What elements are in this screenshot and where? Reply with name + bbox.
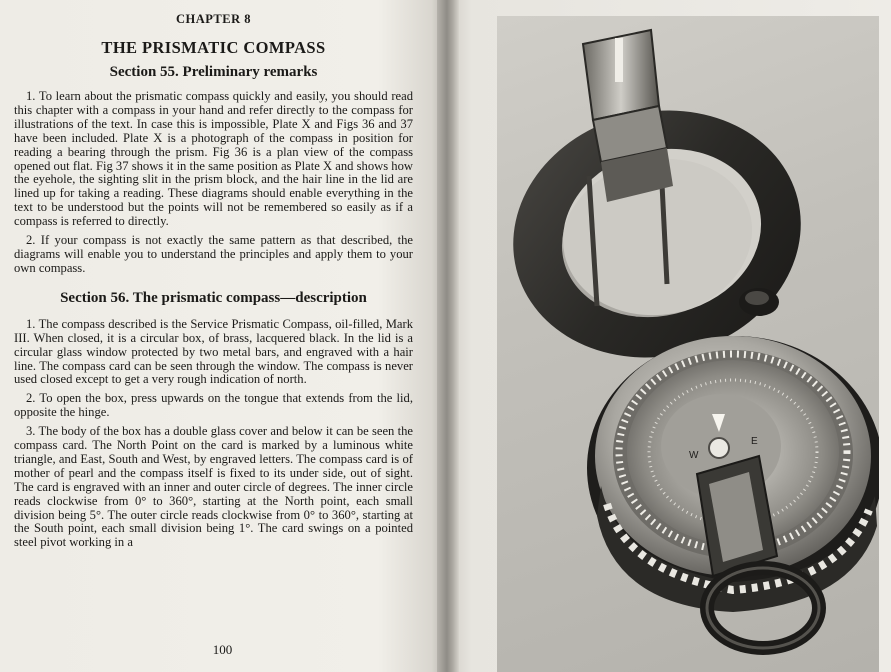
- card-letter-e: E: [751, 436, 758, 447]
- left-page: [0, 0, 445, 672]
- section-55-paragraph-2: 2. If your compass is not exactly the same pattern as that described, the diagrams will enable you to understand the principles and apply them to your own compass.: [14, 233, 413, 275]
- compass-stud: [739, 288, 779, 316]
- right-page: [445, 0, 891, 672]
- section-56-heading: Section 56. The prismatic compass—description: [60, 289, 367, 306]
- card-letter-w: W: [689, 450, 699, 461]
- section-55-paragraph-1: 1. To learn about the prismatic compass quickly and easily, you should read this chapter with a compass in your hand and refer directly to the compass for illustrations of the text. In case this is impossible, Plate X and Figs 36 and 37 have been included. Plate X is a photograph of the compass in position for reading a bearing through the prism. Fig 36 is a plan view of the compass opened out flat. Fig 37 shows it in the same position as Plate X and shows how the eyehole, the sighting slit in the prism block, and the hair line in the lid are lined up for taking a reading. These diagrams should enable everything in the text to be understood but the points will not be remembered so easily as if a compass is referred to directly.: [14, 89, 413, 229]
- chapter-title: THE PRISMATIC COMPASS: [101, 38, 326, 57]
- page-number: 100: [212, 642, 233, 657]
- book-gutter: [437, 0, 459, 672]
- section-56-paragraph-1: 1. The compass described is the Service Prismatic Compass, oil-filled, Mark III. When closed, it is a circular box, of brass, lacquered black. In the lid is a circular glass window protected by two metal bars, and engraved with a hair line. The compass card can be seen through the window. The compass is never used closed except to get a very rough indication of north.: [14, 316, 413, 387]
- section-55-heading: Section 55. Preliminary remarks: [109, 64, 318, 80]
- compass-photograph: [497, 16, 879, 672]
- compass-image: [497, 16, 879, 672]
- section-56-paragraph-2: 2. To open the box, press upwards on the tongue that extends from the lid, opposite the hinge.: [14, 391, 413, 420]
- chapter-label: CHAPTER 8: [176, 12, 251, 26]
- section-56-paragraph-3: 3. The body of the box has a double glass cover and below it can be seen the compass card. The North Point on the card is marked by a luminous white triangle, and East, South and West, by engraved letters. The compass card is of mother of pearl and the compass itself is fixed to its under side, out of sight. The card is engraved with an inner and outer circle of degrees. The inner circle reads clockwise from 0° to 360°, starting at the North point, each small division being 5°. The outer circle reads clockwise from 0° to 360°, starting at the South point, each small division being 1°. The card swings on a pointed steel pivot working in a: [14, 424, 413, 550]
